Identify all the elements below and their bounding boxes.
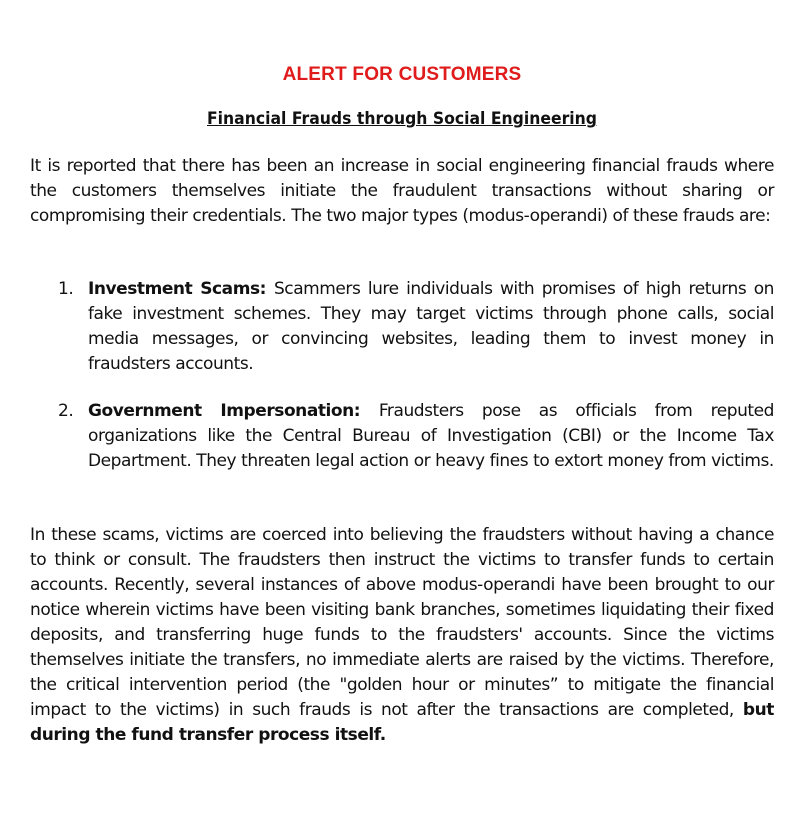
list-item: [30, 277, 774, 377]
closing-emphasis: but during the fund transfer process itself.: [30, 700, 774, 745]
list-item-number: 1.: [58, 279, 74, 299]
list-item: [30, 399, 774, 474]
document-subtitle: Financial Frauds through Social Engineering: [206, 109, 597, 129]
list-item-number: 2.: [58, 401, 74, 421]
list-item-title: Investment Scams:: [88, 279, 274, 299]
list-item-title: Government Impersonation:: [88, 401, 379, 421]
closing-paragraph: [30, 523, 774, 748]
fraud-types-list: [30, 277, 774, 474]
intro-paragraph: It is reported that there has been an increase in social engineering financial frauds where the customers themselves initiate the fraudulent transactions without sharing or compromising their credentials. The two major types (modus-operandi) of these frauds are:: [30, 156, 774, 226]
list-item-text: Scammers lure individuals with promises of high returns on fake investment schemes. They may target victims through phone calls, social media messages, or convincing websites, leading them to invest money in fraudsters accounts.: [88, 279, 774, 374]
closing-text: In these scams, victims are coerced into believing the fraudsters without having a chance to think or consult. The fraudsters then instruct the victims to transfer funds to certain accounts. Recently, several instances of above modus-operandi have been brought to our notice wherein victims have been visiting bank branches, sometimes liquidating their fixed deposits, and transferring huge funds to the fraudsters' accounts. Since the victims themselves initiate the transfers, no immediate alerts are raised by the victims. Therefore, the critical intervention period (the "golden hour or minutes” to mitigate the financial impact to the victims) in such frauds is not after the transactions are completed,: [30, 525, 774, 720]
alert-title: ALERT FOR CUSTOMERS: [282, 64, 522, 85]
list-item-text: Fraudsters pose as officials from reputed organizations like the Central Bureau of Investigation (CBI) or the Income Tax Department. They threaten legal action or heavy fines to extort money from victims.: [88, 401, 774, 471]
